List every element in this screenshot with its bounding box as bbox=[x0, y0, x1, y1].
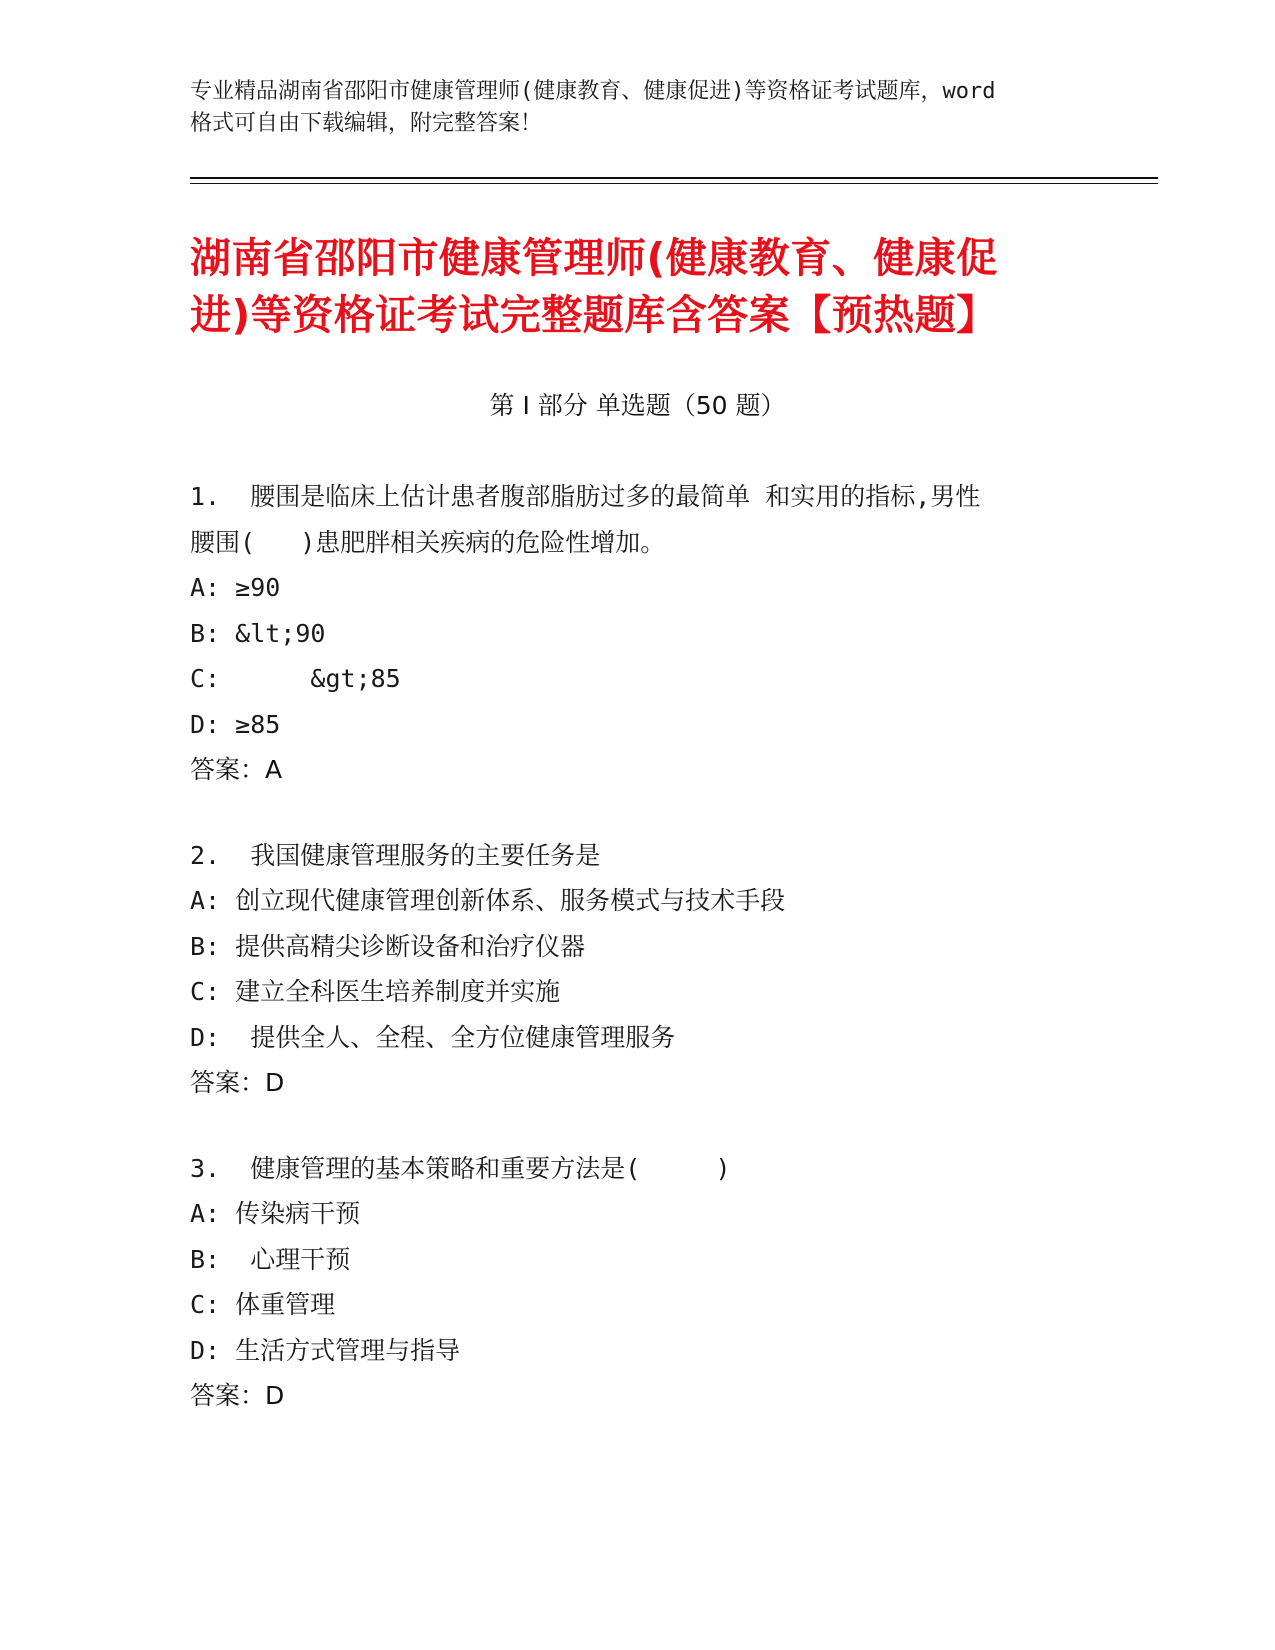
question-stem: 2. 我国健康管理服务的主要任务是 bbox=[190, 840, 601, 870]
header-note-line-1: 专业精品湖南省邵阳市健康管理师(健康教育、健康促进)等资格证考试题库，word bbox=[190, 79, 996, 104]
option-b: B: 心理干预 bbox=[190, 1244, 351, 1274]
header-note bbox=[190, 76, 1090, 140]
option-c: C: 体重管理 bbox=[190, 1290, 336, 1319]
option-d: D: 提供全人、全程、全方位健康管理服务 bbox=[190, 1022, 676, 1052]
option-b: B: 提供高精尖诊断设备和治疗仪器 bbox=[190, 931, 586, 961]
option-b: B: &lt;90 bbox=[190, 618, 326, 648]
header-rule-thick bbox=[190, 177, 1158, 179]
document-title bbox=[190, 230, 1110, 344]
answer: 答案：D bbox=[190, 1068, 285, 1097]
document-title-line-2: 进)等资格证考试完整题库含答案【预热题】 bbox=[190, 291, 998, 339]
question-2 bbox=[190, 833, 1090, 1106]
question-stem: 1. 腰围是临床上估计患者腹部脂肪过多的最简单 和实用的指标,男性 bbox=[190, 482, 981, 511]
option-d: D: 生活方式管理与指导 bbox=[190, 1335, 461, 1365]
header-rule-thin bbox=[190, 183, 1158, 184]
question-stem-continued: 腰围( )患肥胖相关疾病的危险性增加。 bbox=[190, 527, 666, 557]
answer: 答案：A bbox=[190, 755, 283, 784]
header-note-line-2: 格式可自由下载编辑，附完整答案！ bbox=[190, 111, 543, 136]
option-d: D: ≥85 bbox=[190, 709, 281, 739]
option-a: A: ≥90 bbox=[190, 573, 281, 602]
option-c: C: &gt;85 bbox=[190, 664, 401, 693]
option-a: A: 创立现代健康管理创新体系、服务模式与技术手段 bbox=[190, 886, 786, 915]
question-3 bbox=[190, 1146, 1090, 1419]
option-c: C: 建立全科医生培养制度并实施 bbox=[190, 977, 561, 1006]
answer: 答案：D bbox=[190, 1381, 285, 1410]
question-stem: 3. 健康管理的基本策略和重要方法是( ) bbox=[190, 1153, 731, 1183]
question-1 bbox=[190, 474, 1090, 793]
option-a: A: 传染病干预 bbox=[190, 1199, 361, 1228]
document-title-line-1: 湖南省邵阳市健康管理师(健康教育、健康促 bbox=[190, 234, 998, 282]
question-list bbox=[190, 474, 1090, 1459]
section-heading: 第 I 部分 单选题（50 题） bbox=[489, 391, 786, 420]
